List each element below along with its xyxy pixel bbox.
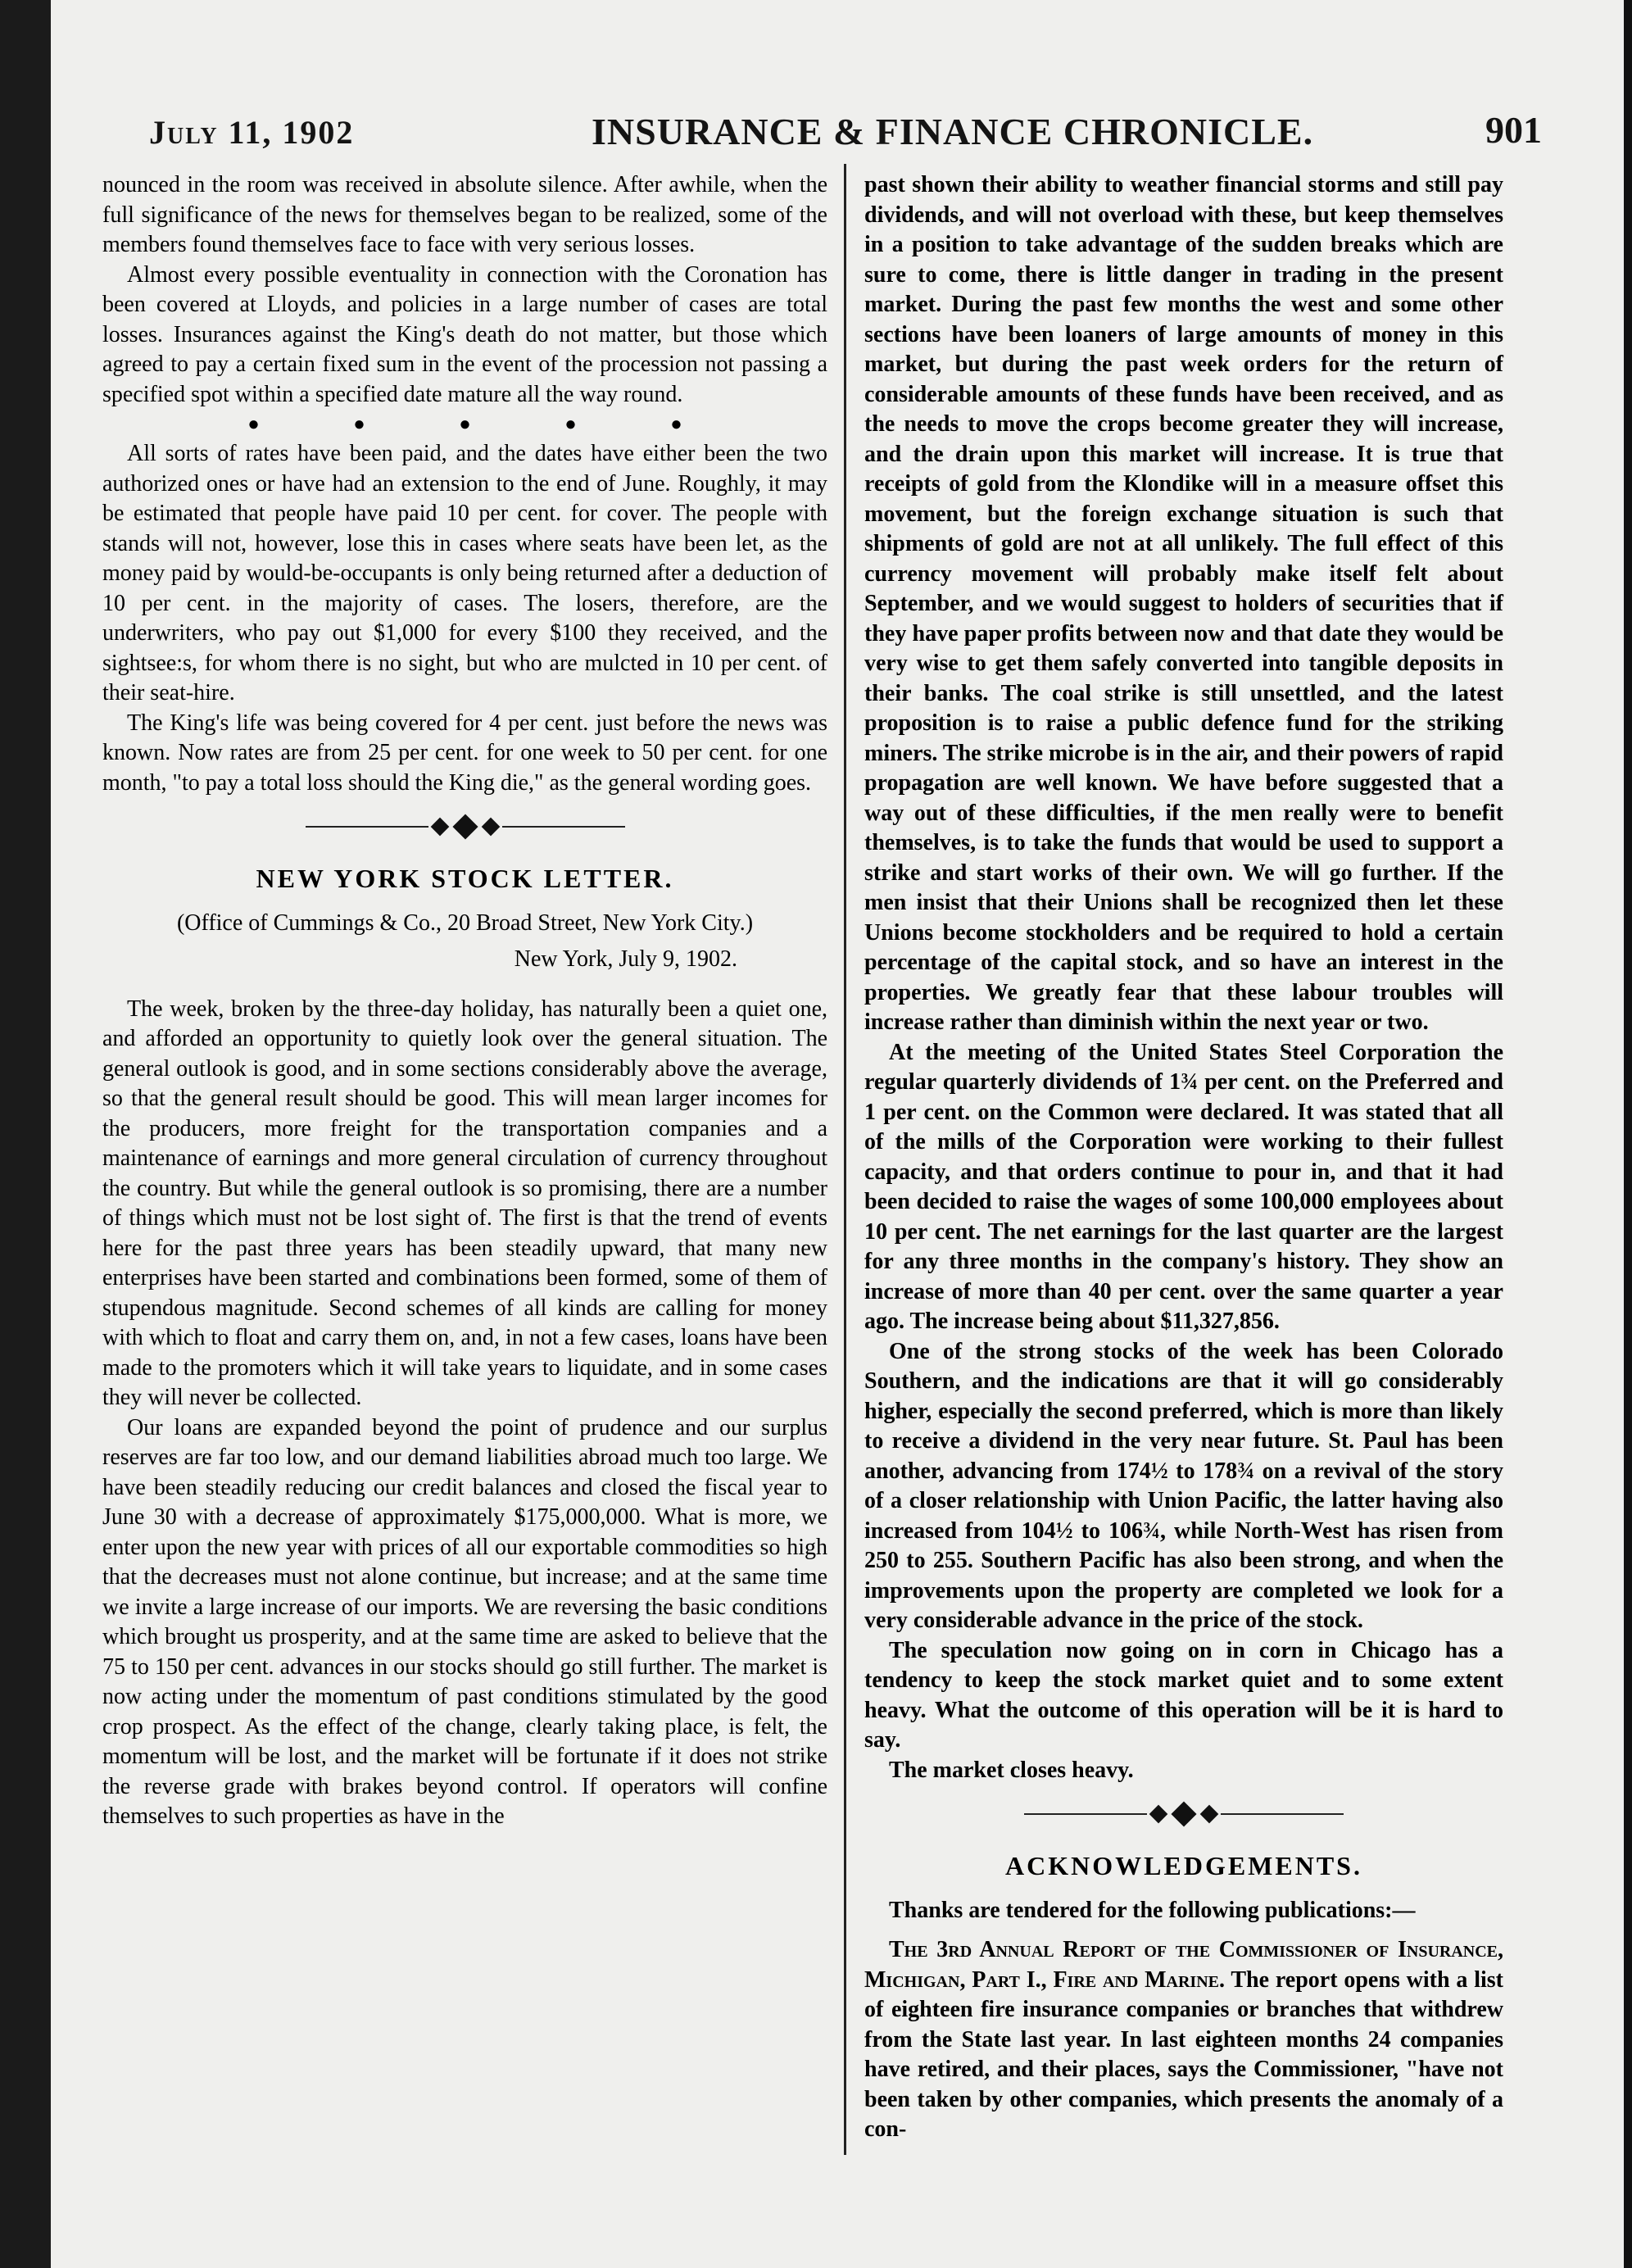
section-separator-dots	[102, 410, 827, 439]
article-paragraph: Almost every possible eventuality in connection with the Coronation has been covered at Lloyds, and policies in a large number of cases are total losses. Insurances against the King's death do not matter, but those which agreed to pay a certain fixed sum in the event of the procession not passing a specified spot within a specified date mature all the way round.	[102, 261, 827, 407]
header-date: July 11, 1902	[149, 114, 355, 151]
separator-dot: ●	[353, 414, 365, 435]
dateline: New York, July 9, 1902.	[514, 946, 737, 972]
section-heading: ACKNOWLEDGEMENTS.	[1005, 1851, 1362, 1880]
article-paragraph: Our loans are expanded beyond the point of prudence and our surplus reserves are far too low, and our demand liabilities abroad much too large. We have been steadily reducing our credit balances and closed the fiscal year to June 30 with a decrease of approximately $175,000,000. What is more, we enter upon the new year with prices of all our exportable commodities so high that the decreases must not alone continue, but increase; and at the same time we invite a large increase of our imports. We are reversing the basic conditions which brought us prosperity, and at the same time are asked to believe that the 75 to 150 per cent. advances in our stocks should go still further. The market is now acting under the momentum of past conditions stimulated by the good crop prospect. As the effect of the change, clearly taking place, is felt, the momentum will be lost, and the market will be fortunate if it does not strike the reverse grade with brakes beyond control. If operators will confine themselves to such properties as have in the	[102, 1414, 827, 1829]
ornament-divider	[102, 798, 827, 855]
publication-title: The 3rd Annual Report of the Commissioner of Insurance, Michigan, Part I., Fire and Marine.	[864, 1937, 1503, 1993]
article-paragraph: The week, broken by the three-day holiday, has naturally been a quiet one, and afforded an opportunity to quietly look over the general situation. The general outlook is good, and in some sections considerably above the average, so that the general result should be good. This will mean larger incomes for the producers, more freight for the transportation companies and a maintenance of earnings and more general circulation of currency throughout the country. But while the general outlook is so promising, there are a number of things which must not be lost sight of. The first is that the trend of events here for the past three years has been steadily upward, that many new enterprises have been started and combinations been formed, some of them of stupendous magnitude. Second schemes of all kinds are calling for money with which to float and carry them on, and, in not a few cases, loans have been made to the promoters which it will take years to liquidate, and in some cases they will never be collected.	[102, 996, 827, 1410]
article-paragraph: past shown their ability to weather financial storms and still pay dividends, and will not overload with these, but keep themselves in a position to take advantage of the sudden breaks which are sure to come, there is little danger in trading in the present market. During the past few months the west and some other sections have been loaners of large amounts of money in this market, but during the past week orders for the return of considerable amounts of these funds have been received, and as the needs to move the crops become greater they will increase, and the drain upon this market will increase. It is true that receipts of gold from the Klondike will in a measure offset this movement, but the foreign exchange situation is such that shipments of gold are not at all unlikely. The full effect of this currency movement will probably make itself felt about September, and we would suggest to holders of securities that if they have paper profits between now and that date they would be very wise to get them safely converted into tangible deposits in their banks. The coal strike is still unsettled, and the latest proposition is to raise a public defence fund for the striking miners. The strike microbe is in the air, and their powers of rapid propagation are well known. We have before suggested that a way out of these difficulties, if the men really were to benefit themselves, is to take the funds that would be used to support a strike and start works of their own. We will go further. If the men insist that their Unions shall be recognized then let these Unions become stockholders and be required to hold a certain percentage of the capital stock, and so have an interest in the properties. We greatly fear that these labour troubles will increase rather than diminish within the next year or two.	[864, 172, 1503, 1035]
acknowledgement-entry	[864, 1935, 1503, 2145]
separator-dot: ●	[564, 414, 577, 435]
ornament-diamond	[452, 814, 478, 839]
ornament-line	[306, 826, 428, 828]
show-through-text	[542, 34, 1280, 84]
article-paragraph: The market closes heavy.	[889, 1757, 1134, 1783]
column-rule	[844, 164, 846, 2155]
section-heading: NEW YORK STOCK LETTER.	[256, 864, 674, 893]
ornament-diamond	[1200, 1805, 1219, 1824]
article-paragraph: The speculation now going on in corn in Chicago has a tendency to keep the stock market quiet and to some extent heavy. What the outcome of this operation will be it is hard to say.	[864, 1637, 1503, 1753]
header-title: INSURANCE & FINANCE CHRONICLE.	[592, 111, 1314, 152]
ornament-diamond	[481, 818, 500, 837]
article-paragraph: nounced in the room was received in absolute silence. After awhile, when the full significance of the news for themselves began to be realized, some of the members found themselves face to face with very serious losses.	[102, 172, 827, 257]
left-column	[102, 170, 827, 1832]
article-paragraph: All sorts of rates have been paid, and the dates have either been the two authorized ones or have had an extension to the end of June. Roughly, it may be estimated that people have paid 10 per cent. for cover. The people with stands will not, however, lose this in cases where seats have been let, as the money paid by would-be-occupants is only being returned after a deduction of 10 per cent. in the majority of cases. The losers, therefore, are the underwriters, who pay out $1,000 for every $100 they received, and the sightsee:s, for whom there is no sight, but who are mulcted in 10 per cent. of their seat-hire.	[102, 441, 827, 705]
ornament-line	[1024, 1813, 1147, 1815]
ornament-diamond	[1149, 1805, 1168, 1824]
separator-dot: ●	[670, 414, 682, 435]
scan-dark-edge	[0, 0, 51, 2268]
ornament-line	[1221, 1813, 1344, 1815]
separator-dot: ●	[459, 414, 471, 435]
acknowledgement-intro: Thanks are tendered for the following publications:—	[889, 1897, 1416, 1923]
right-column	[864, 170, 1503, 2145]
ornament-diamond	[1171, 1801, 1196, 1826]
office-line: (Office of Cummings & Co., 20 Broad Street, New York City.)	[176, 909, 754, 936]
page-number: 901	[1485, 109, 1542, 151]
separator-dot: ●	[247, 414, 260, 435]
ornament-line	[502, 826, 625, 828]
article-paragraph: One of the strong stocks of the week has been Colorado Southern, and the indications are that it will go considerably higher, especially the second preferred, which is more than likely to receive a dividend in the very near future. St. Paul has been another, advancing from 174½ to 178¾ on a revival of the story of a closer relationship with Union Pacific, the latter having also increased from 104½ to 106¾, while North-West has risen from 250 to 255. Southern Pacific has also been strong, and when the improvements upon the property are completed we look for a very considerable advance in the price of the stock.	[864, 1338, 1503, 1633]
page-header	[149, 98, 1550, 152]
article-paragraph: The King's life was being covered for 4 per cent. just before the news was known. Now rates are from 25 per cent. for one week to 50 per cent. for one month, "to pay a total loss should the King die," as the general wording goes.	[102, 710, 827, 796]
ornament-diamond	[430, 818, 449, 837]
article-paragraph: At the meeting of the United States Steel Corporation the regular quarterly dividends of 1¾ per cent. on the Preferred and 1 per cent. on the Common were declared. It was stated that all of the mills of the Corporation were working to their fullest capacity, and that orders continue to pour in, and that it had been decided to raise the wages of some 100,000 employees about 10 per cent. The net earnings for the last quarter are the largest for any three months in the company's history. They show an increase of more than 40 per cent. over the same quarter a year ago. The increase being about $11,327,856.	[864, 1039, 1503, 1334]
publication-description: The report opens with a list of eighteen fire insurance companies or branches that withdrew from the State last year. In last eighteen months 24 companies have retired, and their places, says the Commissioner, "have not been taken by other companies, which presents the anomaly of a con-	[864, 1966, 1503, 2142]
ornament-divider	[864, 1785, 1503, 1843]
